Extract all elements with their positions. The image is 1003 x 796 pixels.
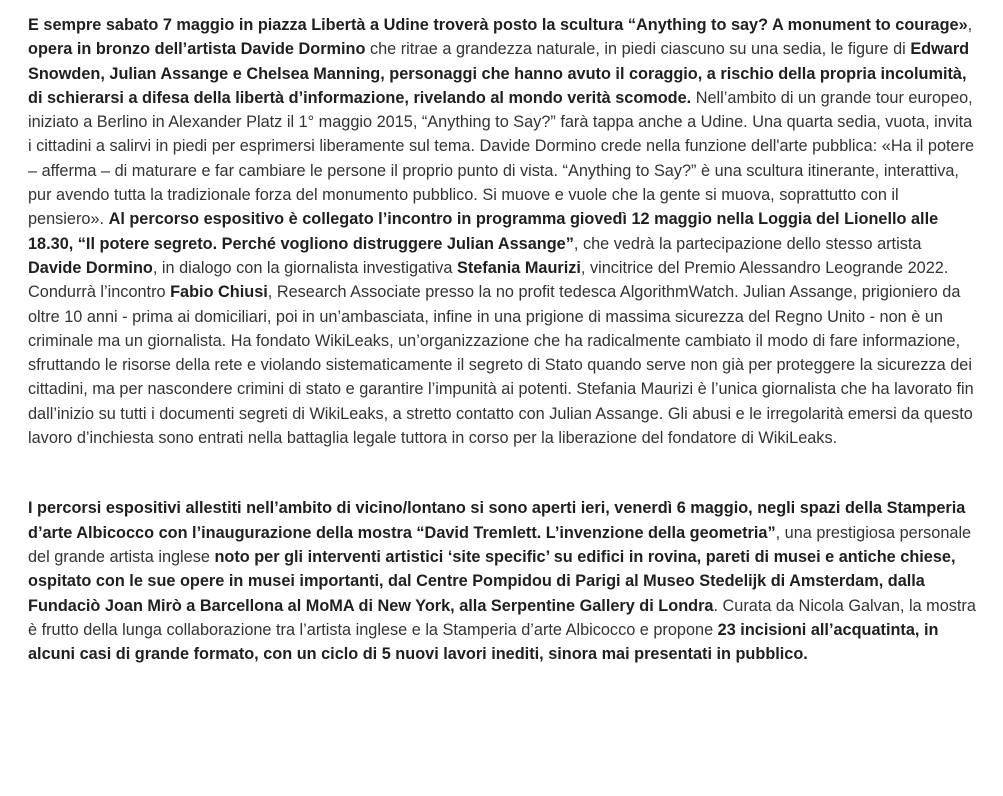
text-segment: , una prestigiosa personale del grande artista inglese xyxy=(28,523,972,566)
paragraph-spacer xyxy=(28,450,976,496)
text-segment: che ritrae a grandezza naturale, in piedi ciascuno su una sedia, le figure di xyxy=(365,40,911,59)
text-segment: I percorsi espositivi allestiti nell’ambito di vicino/lontano si sono aperti ieri, venerdì 6 maggio, negli spazi della Stamperia d’arte Albicocco con l’inaugurazione della mostra “David Tremlett. L’invenzione della geometria” xyxy=(28,499,966,542)
text-segment: Nell’ambito di un grande tour europeo, iniziato a Berlino in Alexander Platz il 1° maggio 2015, “Anything to Say?” farà tappa anche a Udine. Una quarta sedia, vuota, invita i cittadini a salirvi in piedi per esprimersi liberamente sul tema. Davide Dormino crede nella funzione dell'arte pubblica: «Ha il potere – afferma – di maturare e far cambiare le persone il proprio punto di vista. “Anything to Say?” è una scultura itinerante, interattiva, pur avendo tutta la tradizionale forza del monumento pubblico. Si muove e vuole che la gente si muova, soprattutto con il pensiero». xyxy=(28,88,975,229)
text-segment: , vincitrice del Premio Alessandro Leogrande 2022. Condurrà l’incontro xyxy=(28,258,949,302)
text-segment: E sempre sabato 7 maggio in piazza Libertà a Udine troverà posto la scultura “Anything to say? A monument to courage» xyxy=(28,16,968,34)
text-segment: Davide Dormino xyxy=(28,258,153,277)
text-segment: Fabio Chiusi xyxy=(170,283,268,302)
text-segment: , xyxy=(967,16,973,34)
text-segment: . Curata da Nicola Galvan, la mostra è frutto della lunga collaborazione tra l’artista inglese e la Stamperia d’arte Albicocco e propone xyxy=(28,596,976,639)
article-body xyxy=(28,13,976,666)
text-segment: , che vedrà la partecipazione dello stesso artista xyxy=(573,234,922,253)
text-segment: Al percorso espositivo è collegato l’incontro in programma giovedì 12 maggio nella Loggia del Lionello alle 18.30, “Il potere segreto. Perché vogliono distruggere Julian Assange” xyxy=(28,210,939,253)
text-segment: noto per gli interventi artistici ‘site specific’ su edifici in rovina, pareti di musei e antiche chiese, ospitato con le sue opere in musei importanti, dal Centre Pompidou di Parigi al Museo Stedelijk di Amsterdam, dalla Fundaciò Joan Mirò a Barcellona al MoMA di New York, alla Serpentine Gallery di Londra xyxy=(28,547,956,615)
text-segment: Edward Snowden, Julian Assange e Chelsea Manning, personaggi che hanno avuto il coraggio, a rischio della propria incolumità, di schierarsi a difesa della libertà d’informazione, rivelando al mondo verità scomode. xyxy=(28,40,970,107)
paragraph-anything-to-say xyxy=(28,13,976,450)
text-segment: , Research Associate presso la no profit tedesca AlgorithmWatch. Julian Assange, prigioniero da oltre 10 anni - prima ai domiciliari, poi in un’ambasciata, infine in una prigione di massima sicurezza del Regno Unito - non è un criminale ma un giornalista. Ha fondato WikiLeaks, un’organizzazione che ha radicalmente cambiato il modo di fare informazione, sfruttando le risorse della rete e violando sistematicamente il segreto di Stato quando serve non già per proteggere la sicurezza dei cittadini, ma per nascondere crimini di stato e garantire l’impunità ai potenti. Stefania Maurizi è l’unica giornalista che ha lavorato fin dall’inizio su tutti i documenti segreti di WikiLeaks, a stretto contatto con Julian Assange. Gli abusi e le irregolarità emersi da questo lavoro d’inchiesta sono entrati nella battaglia legale tuttora in corso per la liberazione del fondatore di WikiLeaks. xyxy=(28,283,974,448)
text-segment: , in dialogo con la giornalista investigativa xyxy=(152,258,457,277)
paragraph-tremlett-exhibition xyxy=(28,496,976,666)
text-segment: opera in bronzo dell’artista Davide Dormino xyxy=(28,40,366,59)
text-segment: Stefania Maurizi xyxy=(456,258,581,277)
text-segment: 23 incisioni all’acquatinta, in alcuni casi di grande formato, con un ciclo di 5 nuovi lavori inediti, sinora mai presentati in pubblico. xyxy=(28,620,939,664)
